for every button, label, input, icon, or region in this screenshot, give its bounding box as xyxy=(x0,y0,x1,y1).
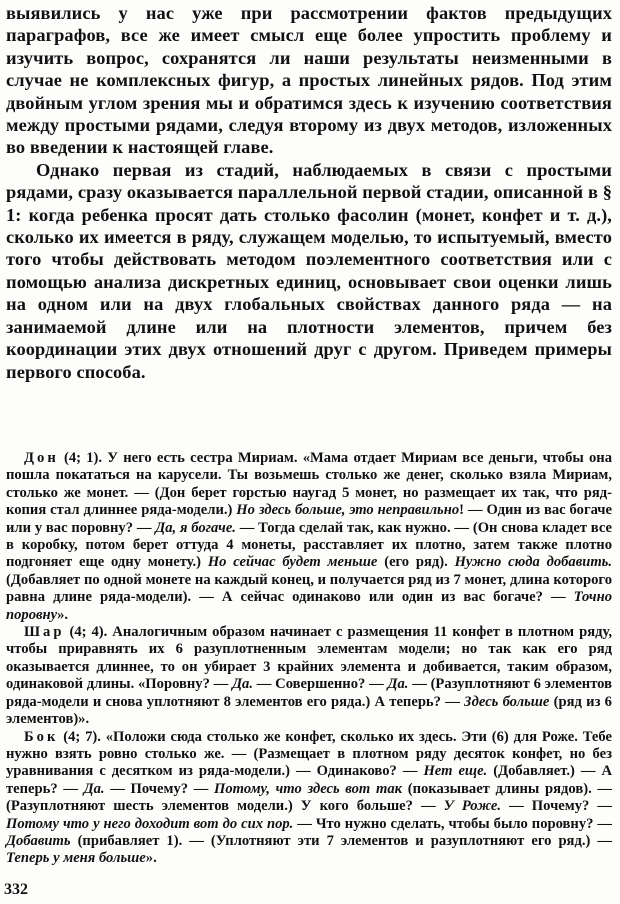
protocol-segment: (прибавляет 1). — (Уплотняют эти 7 элементов и разуплотняют его ряд.) — xyxy=(70,832,612,849)
subject-answer: Добавить xyxy=(6,832,71,849)
protocol-text xyxy=(6,624,612,727)
protocol-segment: (Добавляет по одной монете на каждый конец, и получается ряд из 7 монет, длина которого равна длине ряда-модели). — А сейчас одинаково или один из вас богаче? — xyxy=(6,571,612,606)
main-text xyxy=(6,2,612,383)
subject-answer: Да. xyxy=(232,676,253,693)
protocol-text xyxy=(6,729,612,867)
protocol-segment: ». xyxy=(57,606,69,623)
paragraph-first-stage: Однако первая из стадий, наблюдаемых в связи с простыми рядами, сразу оказывается параллельной первой стадии, описанной в § 1: когда ребенка просят дать столько фасолин (монет, конфет и т. д.), сколько их имеется в ряду, служащем моделью, то испытуемый, вместо того чтобы действовать методом поэлементного соответствия или с помощью анализа дискретных единиц, основывает свои оценки лишь на одном или на двух глобальных свойствах данного ряда — на занимаемой длине или на плотности элементов, причем без координации этих двух отношений друг с другом. Приведем примеры первого способа. xyxy=(6,159,612,382)
subject-answer: Но здесь больше, это неправильно xyxy=(236,502,460,519)
subject-answer: Нужно сюда добавить. xyxy=(454,554,612,571)
protocol-segment: (Добавляет.) — А теперь? — xyxy=(6,763,612,797)
subject-answer: Но сейчас будет меньше xyxy=(207,554,378,571)
subject-answer: Потому что у него доходит вот до сих пор. xyxy=(6,815,294,832)
subject-answer: Да. xyxy=(387,676,409,693)
protocol-segment: (ряд из 6 элементов)». xyxy=(6,693,612,728)
page-number: 332 xyxy=(4,881,28,898)
protocol-segment: — Совершенно? — xyxy=(252,676,388,693)
protocol-segment: ». xyxy=(145,850,157,867)
protocol-segment: (показывает длины рядов). — (Разуплотняют шесть элементов модели.) У кого больше? — xyxy=(6,780,613,815)
protocol-segment: — Что нужно сделать, чтобы было поровну? — xyxy=(293,815,612,832)
subject-answer: Теперь у меня больше xyxy=(6,850,146,867)
protocol-segment: — (Разуплотняют 6 элементов ряда-модели и снова уплотняют 8 элементов его ряда.) А теперь? — xyxy=(6,676,612,710)
subject-answer: У Роже. xyxy=(443,798,502,815)
subject-name: Бок xyxy=(24,728,59,745)
protocol-segment: (4; 1). У него есть сестра Мириам. «Мама отдает Мириам все деньги, чтобы она пошла покататься на карусели. Ты возьмешь столько же денег, сколько взяла Мириам, столько же монет. — (Дон берет горстью наугад 5 монет, но размещает их так, что ряд-копия стал длиннее ряда-модели.) xyxy=(6,450,612,519)
protocol-don xyxy=(6,450,612,624)
protocol-segment: ! — Один из вас богаче или у вас поровну? — xyxy=(6,502,613,536)
protocol-segment: — Почему? — xyxy=(501,798,612,815)
subject-answer: Да. xyxy=(83,780,105,797)
protocol-segment: (его ряд). xyxy=(377,554,455,571)
subject-answer: Нет еще. xyxy=(423,763,488,780)
subject-answer: Точно поровну xyxy=(6,589,612,623)
protocols-block xyxy=(6,450,612,868)
protocol-segment: (4; 7). «Положи сюда столько же конфет, сколько их здесь. Эти (6) для Роже. Тебе нужно взять ровно столько же. — (Размещает в плотном ряду десяток конфет, но без уравнивания с десятком из ряда-модели.) — Одинаково? — xyxy=(6,728,612,780)
subject-name: Дон xyxy=(24,450,59,466)
protocol-segment: — Тогда сделай так, как нужно. — (Он снова кладет все в коробку, потом берет оттуда 4 монеты, расставляет их плотно, затем также плотно подгоняет еще одну монету.) xyxy=(6,519,612,571)
protocol-bok xyxy=(6,729,612,868)
subject-name: Шар xyxy=(24,624,65,641)
protocol-text xyxy=(6,450,612,623)
protocol-segment: — Почему? — xyxy=(104,780,215,797)
protocol-segment: (4; 4). Аналогичным образом начинает с размещения 11 конфет в плотном ряду, чтобы приравнять их 6 разуплотненным элементам модели; но так как его ряд оказывается длиннее, то он убирает 3 крайних элемента и добивается, таким образом, одинаковой длины. «Поровну? — xyxy=(6,624,612,693)
subject-answer: Здесь больше xyxy=(464,693,550,710)
subject-answer: Потому, что здесь вот так xyxy=(214,780,403,797)
subject-answer: Да, я богаче. xyxy=(155,519,236,536)
protocol-shar xyxy=(6,624,612,728)
paragraph-continuation: выявились у нас уже при рассмотрении фактов предыдущих параграфов, все же имеет смысл еще более упростить проблему и изучить вопрос, сохранятся ли наши результаты неизменными в случае не комплексных фигур, а простых линейных рядов. Под этим двойным углом зрения мы и обратимся здесь к изучению соответствия между простыми рядами, следуя второму из двух методов, изложенных во введении к настоящей главе. xyxy=(6,3,612,158)
